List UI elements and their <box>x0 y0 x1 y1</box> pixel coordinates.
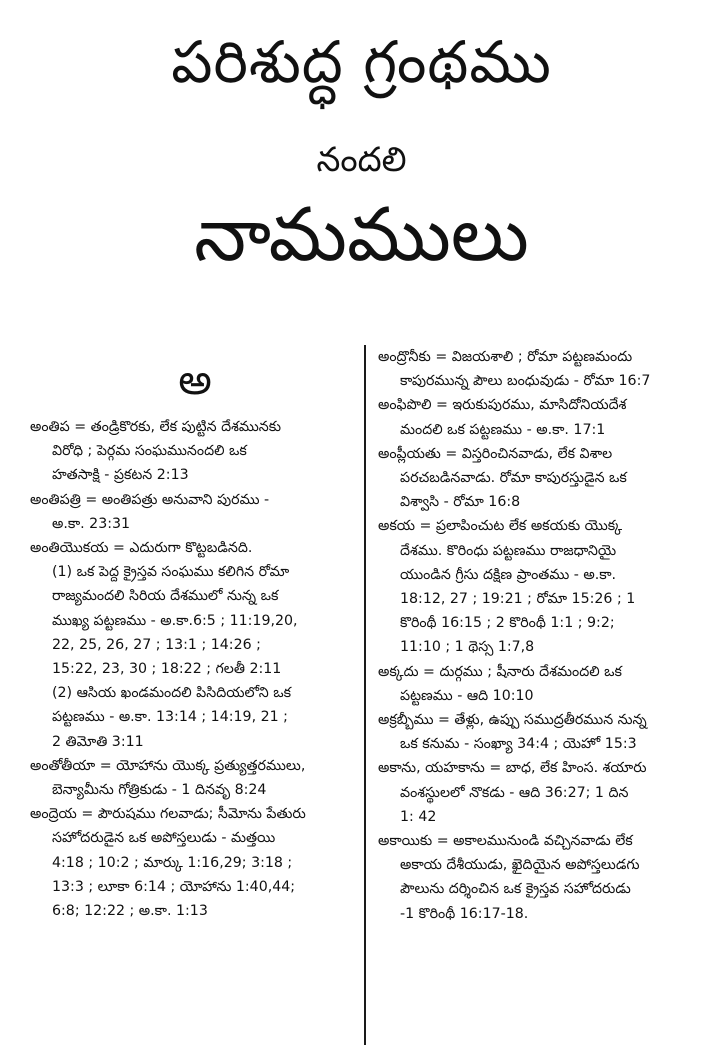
entry-line: అకాయ దేశీయుడు, ఖైదియైన అపోస్తలుడగు <box>400 857 640 874</box>
entry-line: కాపురమున్న పౌలు బంధువుడు - రోమా 16:7 <box>400 373 651 390</box>
entry-line: 4:18 ; 10:2 ; మార్కు 1:16,29; 3:18 ; <box>52 854 293 871</box>
left-column <box>30 345 360 923</box>
entry-line: పరచబడినవాడు. రోమా కాపురస్తుడైన ఒక <box>400 470 627 487</box>
entry-line: రాజ్యమందలి సిరియ దేశములో నున్న ఒక <box>52 588 279 605</box>
entry-line: 15:22, 23, 30 ; 18:22 ; గలతీ 2:11 <box>52 661 282 678</box>
page-heading: నామములు <box>194 192 529 278</box>
glossary-entry <box>30 488 360 536</box>
entry-line: కొరింథీ 16:15 ; 2 కొరింథీ 1:1 ; 9:2; <box>400 615 615 632</box>
entry-headword-line: అక్కదు = దుర్గము ; షీనారు దేశమందలి ఒక <box>378 663 622 680</box>
glossary-entry <box>378 660 706 708</box>
glossary-entry <box>378 708 706 756</box>
entry-headword-line: అంతియొకయ = ఎదురుగా కొట్టబడినది. <box>30 540 253 557</box>
glossary-entry <box>30 802 360 923</box>
entry-line: 13:3 ; లూకా 6:14 ; యోహాను 1:40,44; <box>52 878 296 895</box>
entry-headword-line: అంద్రొనీకు = విజయశాలి ; రోమా పట్టణమందు <box>378 349 633 365</box>
glossary-entry <box>30 536 360 754</box>
entry-headword-line: అకాను, యహకాను = బాధ, లేక హింస. శయారు <box>378 760 647 777</box>
page-subtitle: నందలి <box>316 140 407 180</box>
entry-line: 2 తిమోతి 3:11 <box>52 733 144 750</box>
glossary-entry <box>378 442 706 515</box>
entry-line: మందలి ఒక పట్టణము - అ.కా. 17:1 <box>400 421 606 438</box>
glossary-entry <box>378 829 706 926</box>
entry-headword-line: అంద్రెయ = పౌరుషము గలవాడు; సీమోను పేతురు <box>30 806 306 823</box>
glossary-entry <box>378 393 706 441</box>
right-column <box>378 345 706 926</box>
entry-line: దేశము. కొరింధు పట్టణము రాజధానియై <box>400 542 617 559</box>
section-letter: అ <box>178 355 212 404</box>
entry-line: పట్టణము - అ.కా. 13:14 ; 14:19, 21 ; <box>52 709 288 726</box>
entry-line: 6:8; 12:22 ; అ.కా. 1:13 <box>52 903 208 920</box>
glossary-entry <box>378 756 706 829</box>
entry-line: (1) ఒక పెద్ద క్రైస్తవ సంఘము కలిగిన రోమా <box>52 564 290 581</box>
entry-line: 22, 25, 26, 27 ; 13:1 ; 14:26 ; <box>52 636 261 653</box>
entry-line: సహోదరుడైన ఒక అపోస్తలుడు - మత్తయి <box>52 830 276 847</box>
glossary-entry <box>378 514 706 659</box>
entry-line: ముఖ్య పట్టణము - అ.కా.6:5 ; 11:19,20, <box>52 612 298 629</box>
entry-line: వంశస్థులలో నొకడు - ఆది 36:27; 1 దిన <box>400 784 629 801</box>
entry-headword-line: అక్రబ్బీము = తేళ్లు, ఉప్పు సముద్రతీరమున నున్న <box>378 712 647 729</box>
entry-headword-line: అంతిపత్రి = అంతిపత్రు అనువాని పురము - <box>30 491 270 508</box>
entry-line: (2) ఆసియ ఖండమందలి పిసిదియలోని ఒక <box>52 685 291 702</box>
entry-headword-line: అంఫిపొలి = ఇరుకుపురము, మాసిదోనియదేశ <box>378 397 627 414</box>
entry-line: పౌలును దర్శించిన ఒక క్రైస్తవ సహోదరుడు <box>400 881 631 898</box>
glossary-entry <box>30 754 360 802</box>
entry-headword-line: అకయ = ప్రలాపించుట లేక అకయకు యొక్క <box>378 518 623 535</box>
entry-headword-line: అకాయికు = అకాలమునుండి వచ్చినవాడు లేక <box>378 833 633 850</box>
entry-line: విశ్వాసి - రోమా 16:8 <box>400 494 521 511</box>
entry-line: 11:10 ; 1 థెస్స 1:7,8 <box>400 639 535 656</box>
page-title: పరిశుద్ధ గ్రంథము <box>171 28 552 96</box>
entry-headword-line: అంతోతీయా = యోహాను యొక్క ప్రత్యుత్తరములు, <box>30 757 306 774</box>
entry-headword-line: అంతిప = తండ్రికొరకు, లేక పుట్టిన దేశమునకు <box>30 419 282 435</box>
entry-line: ఒక కనుమ - సంఖ్యా 34:4 ; యెహో 15:3 <box>400 736 637 753</box>
column-divider <box>364 345 366 1045</box>
entry-line: 1: 42 <box>400 808 437 825</box>
entry-line: 18:12, 27 ; 19:21 ; రోమా 15:26 ; 1 <box>400 591 636 608</box>
entry-line: యుండిన గ్రీసు దక్షిణ ప్రాంతము - అ.కా. <box>400 566 617 583</box>
entry-headword-line: అంప్లీయతు = విస్తరించినవాడు, లేక విశాల <box>378 445 613 462</box>
glossary-entry <box>378 345 706 393</box>
entry-line: -1 కొరింథీ 16:17-18. <box>400 905 529 922</box>
entry-line: హతసాక్షి - ప్రకటన 2:13 <box>52 467 189 484</box>
entry-line: అ.కా. 23:31 <box>52 515 131 532</box>
entry-line: బెన్యామీను గోత్రికుడు - 1 దినవృ 8:24 <box>52 782 267 799</box>
glossary-entry <box>30 415 360 488</box>
entry-line: విరోధి ; పెర్గమ సంఘమునందలి ఒక <box>52 443 247 460</box>
entry-line: పట్టణము - ఆది 10:10 <box>400 687 534 704</box>
